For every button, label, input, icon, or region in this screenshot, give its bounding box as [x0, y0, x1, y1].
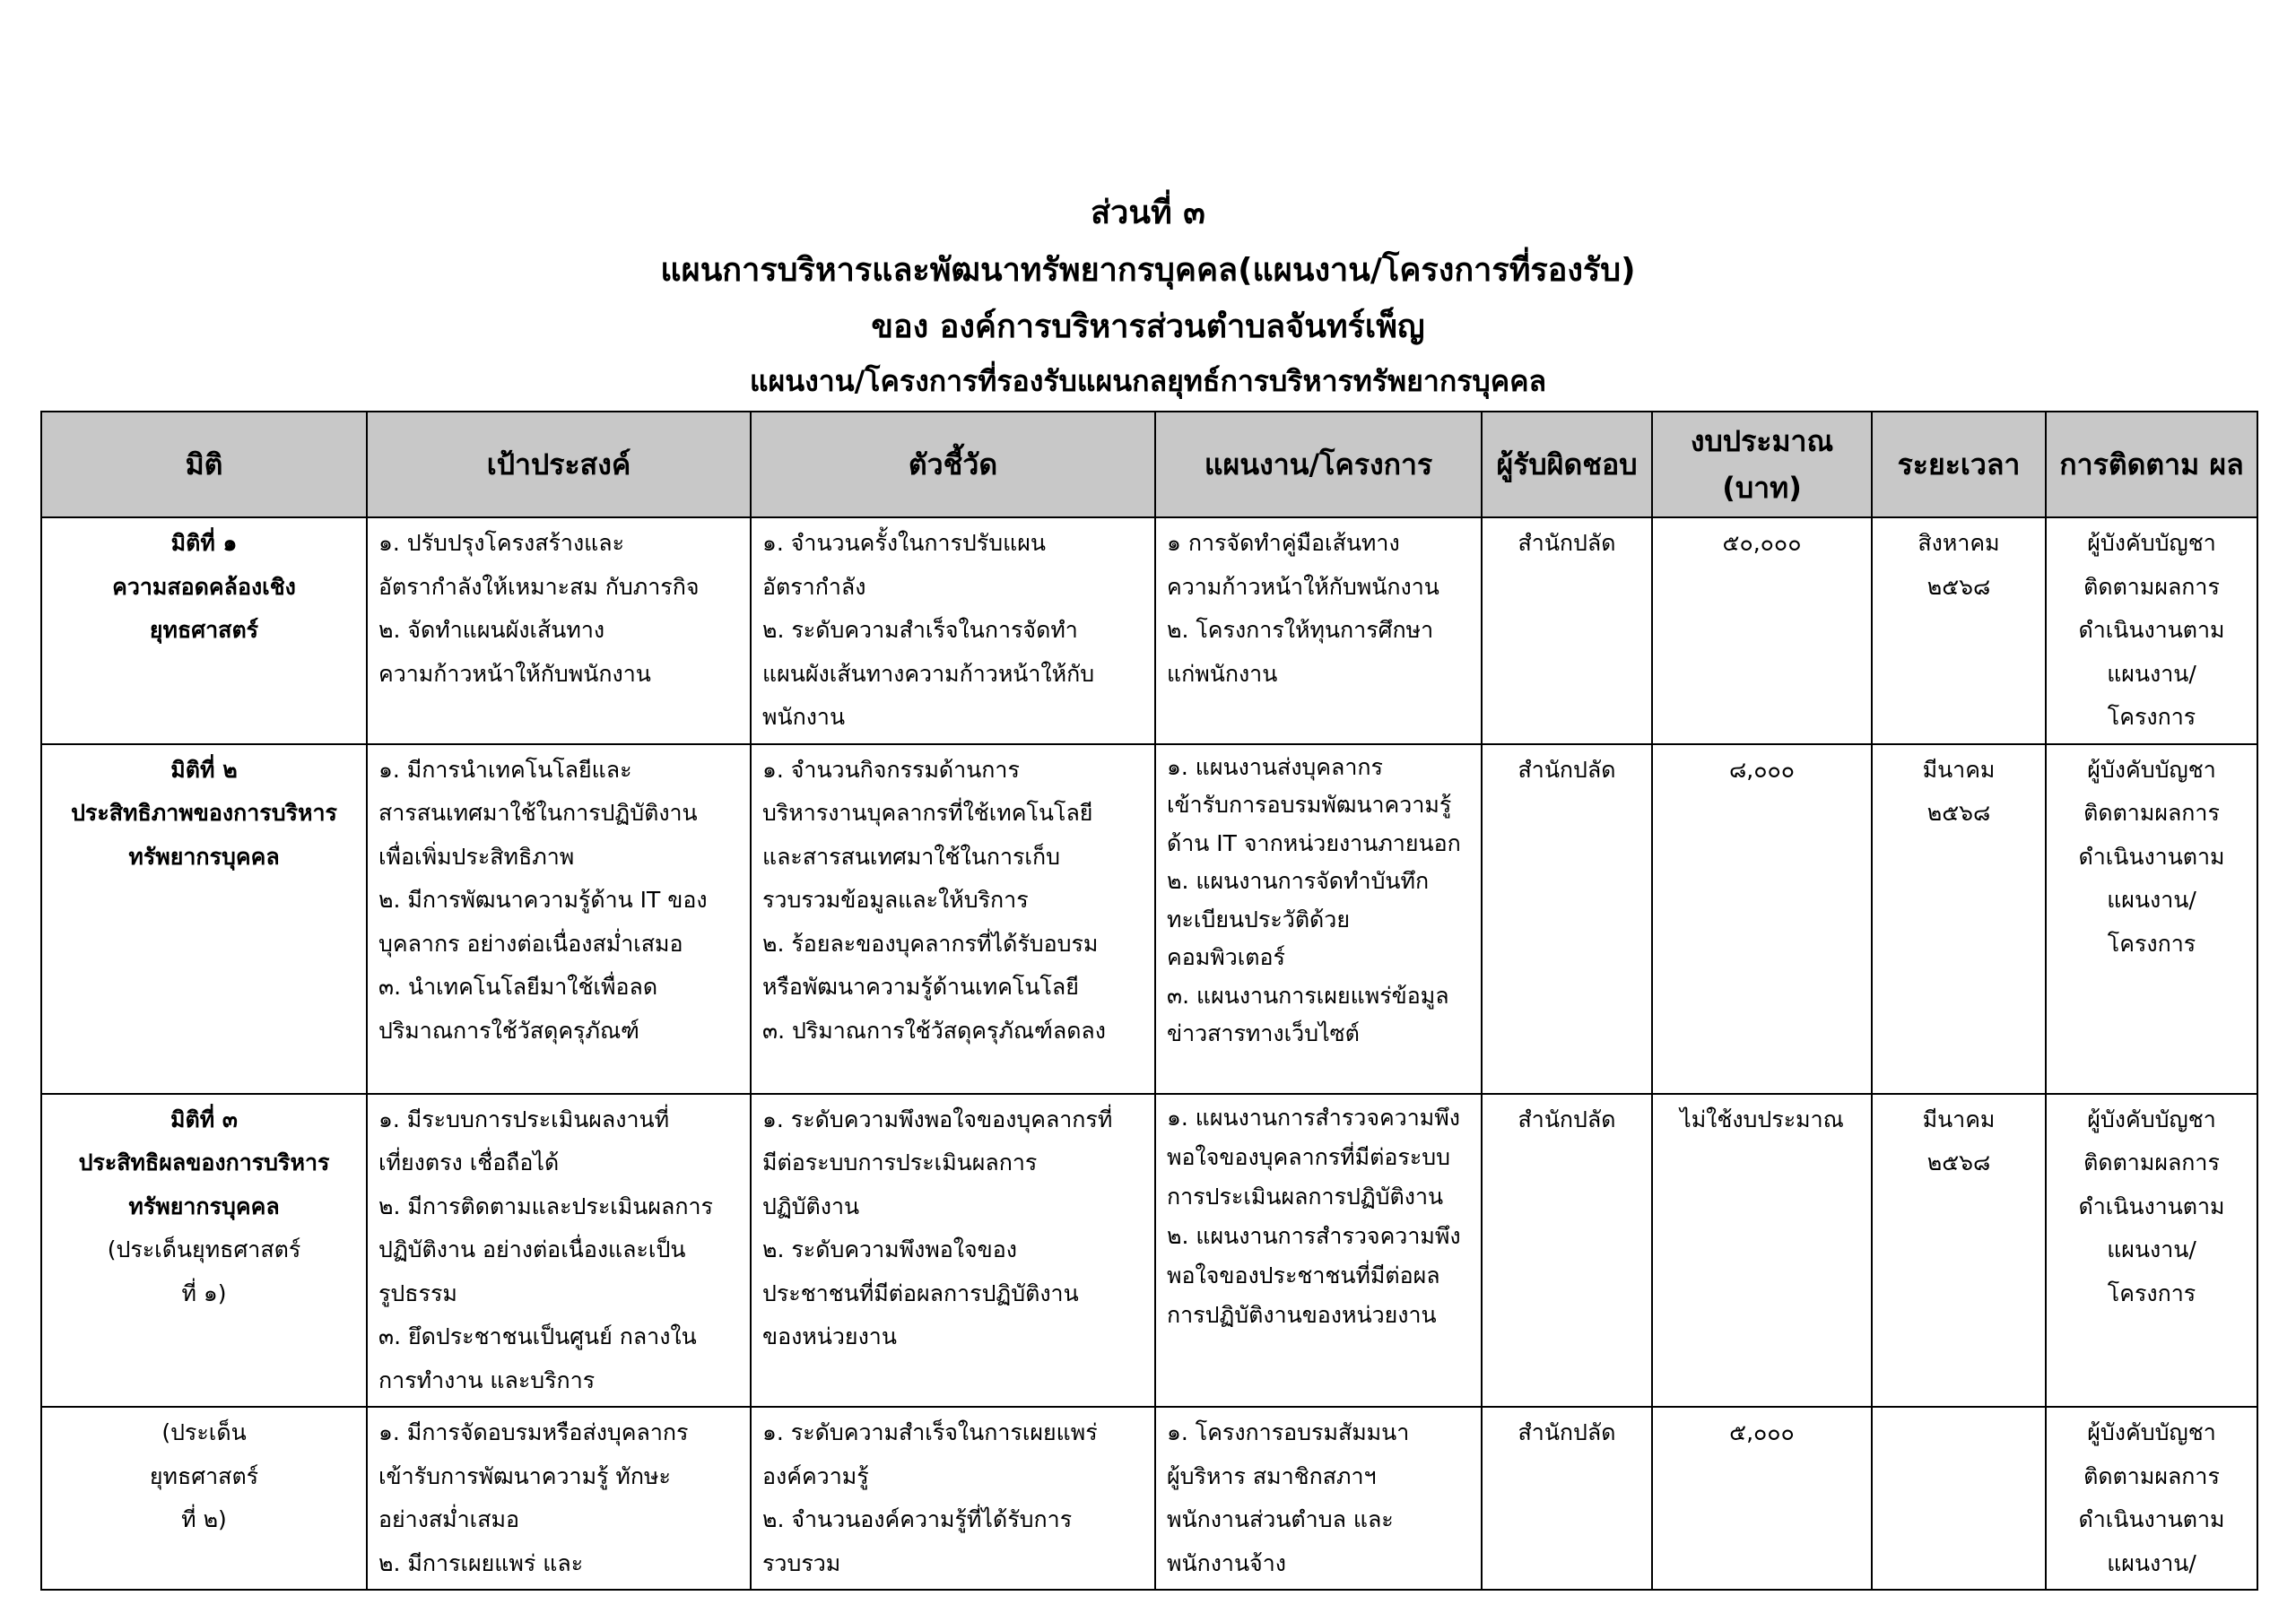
- indicator-line: มีต่อระบบการประเมินผลการ: [762, 1149, 1038, 1175]
- followup-line: ผู้บังคับบัญชา: [2087, 1106, 2216, 1132]
- header-followup: [2046, 412, 2257, 517]
- objective-line: ๑. มีการจัดอบรมหรือส่งบุคลากร: [378, 1419, 689, 1445]
- indicator-line: ๒. ร้อยละของบุคลากรที่ได้รับอบรม: [762, 930, 1099, 957]
- organization-title: ของ องค์การบริหารส่วนตำบลจันทร์เพ็ญ: [871, 308, 1425, 345]
- indicator-line: แผนผังเส้นทางความก้าวหน้าให้กับ: [762, 660, 1095, 687]
- header-indicator: ตัวชี้วัด: [751, 412, 1155, 517]
- dimension-cell: [41, 744, 367, 1094]
- plan-line: พอใจของประชาชนที่มีต่อผล: [1167, 1262, 1440, 1288]
- dimension-line: ทรัพยากรบุคคล: [128, 1193, 280, 1219]
- dimension-line: มิติที่ ๓: [170, 1106, 238, 1132]
- plan-line: ๑. แผนงานการสำรวจความพึง: [1167, 1104, 1460, 1131]
- objective-line: เพื่อเพิ่มประสิทธิภาพ: [378, 843, 575, 870]
- followup-line: ติดตามผลการ: [2083, 1149, 2220, 1175]
- dimension-line: มิติที่ ๒: [170, 756, 238, 783]
- dimension-line: ที่ ๒): [181, 1506, 227, 1532]
- dimension-line: ประสิทธิผลของการบริหาร: [78, 1149, 330, 1175]
- period-cell: [1872, 517, 2046, 744]
- objective-line: อัตรากำลังให้เหมาะสม กับภารกิจ: [378, 573, 700, 600]
- header-followup-line2: ผล: [2209, 447, 2244, 481]
- indicator-line: และสารสนเทศมาใช้ในการเก็บ: [762, 843, 1060, 870]
- objective-cell: [367, 517, 751, 744]
- indicator-line: รวบรวมข้อมูลและให้บริการ: [762, 887, 1029, 913]
- objective-cell: [367, 1407, 751, 1590]
- followup-cell: [2046, 517, 2257, 744]
- indicator-line: ของหน่วยงาน: [762, 1323, 897, 1349]
- header-dimension: มิติ: [41, 412, 367, 517]
- objective-line: บุคลากร อย่างต่อเนื่องสม่ำเสมอ: [378, 930, 683, 957]
- objective-line: ปฏิบัติงาน อย่างต่อเนื่องและเป็น: [378, 1236, 686, 1262]
- indicator-cell: [751, 1407, 1155, 1590]
- period-line: มีนาคม: [1922, 1106, 1996, 1132]
- objective-line: ปริมาณการใช้วัสดุครุภัณฑ์: [378, 1017, 639, 1044]
- period-line: ๒๕๖๘: [1926, 1149, 1991, 1175]
- period-cell: [1872, 1407, 2046, 1590]
- objective-line: ๓. นำเทคโนโลยีมาใช้เพื่อลด: [378, 974, 658, 1000]
- header-budget-line1: งบประมาณ: [1690, 424, 1834, 458]
- objective-cell: [367, 744, 751, 1094]
- indicator-line: ๒. จำนวนองค์ความรู้ที่ได้รับการ: [762, 1506, 1073, 1532]
- followup-line: โครงการ: [2107, 704, 2196, 730]
- indicator-line: รวบรวม: [762, 1549, 841, 1576]
- followup-line: ดำเนินงานตาม: [2078, 1193, 2225, 1219]
- followup-line: โครงการ: [2107, 930, 2196, 957]
- dimension-line: (ประเด็น: [161, 1419, 247, 1445]
- budget-cell: ๕,๐๐๐: [1652, 1407, 1872, 1590]
- header-budget-line2: (บาท): [1722, 471, 1802, 505]
- period-cell: [1872, 744, 2046, 1094]
- indicator-line: ปฏิบัติงาน: [762, 1193, 860, 1219]
- indicator-cell: [751, 517, 1155, 744]
- plan-line: ด้าน IT จากหน่วยงานภายนอก: [1167, 829, 1461, 856]
- indicator-line: ๓. ปริมาณการใช้วัสดุครุภัณฑ์ลดลง: [762, 1017, 1106, 1044]
- objective-line: ๒. มีการติดตามและประเมินผลการ: [378, 1193, 713, 1219]
- budget-cell: ไม่ใช้งบประมาณ: [1652, 1094, 1872, 1408]
- header-objective: เป้าประสงค์: [367, 412, 751, 517]
- table-header-row: [41, 412, 2257, 517]
- plan-line: ๓. แผนงานการเผยแพร่ข้อมูล: [1167, 982, 1449, 1009]
- indicator-line: ๒. ระดับความสำเร็จในการจัดทำ: [762, 617, 1078, 643]
- plan-cell: [1155, 1407, 1482, 1590]
- objective-line: ๒. มีการพัฒนาความรู้ด้าน IT ของ: [378, 887, 708, 913]
- dimension-line: (ประเด็นยุทธศาสตร์: [107, 1236, 301, 1262]
- objective-line: เข้ารับการพัฒนาความรู้ ทักษะ: [378, 1462, 671, 1489]
- indicator-line: ๑. ระดับความสำเร็จในการเผยแพร่: [762, 1419, 1098, 1445]
- followup-line: ดำเนินงานตาม: [2078, 1506, 2225, 1532]
- followup-cell: [2046, 1094, 2257, 1408]
- dimension-line: ที่ ๑): [181, 1279, 227, 1306]
- period-cell: [1872, 1094, 2046, 1408]
- period-line: ๒๕๖๘: [1926, 573, 1991, 600]
- followup-line: ผู้บังคับบัญชา: [2087, 1419, 2216, 1445]
- header-followup-line1: การติดตาม: [2059, 447, 2200, 481]
- indicator-line: ๑. จำนวนกิจกรรมด้านการ: [762, 756, 1020, 783]
- plan-line: แก่พนักงาน: [1167, 660, 1278, 687]
- period-line: ๒๕๖๘: [1926, 800, 1991, 826]
- followup-line: ติดตามผลการ: [2083, 1462, 2220, 1489]
- indicator-line: บริหารงานบุคลากรที่ใช้เทคโนโลยี: [762, 800, 1093, 826]
- objective-line: สารสนเทศมาใช้ในการปฏิบัติงาน: [378, 800, 698, 826]
- period-line: สิงหาคม: [1918, 530, 2000, 556]
- plan-line: พนักงานจ้าง: [1167, 1549, 1286, 1576]
- responsible-cell: สำนักปลัด: [1482, 517, 1652, 744]
- header-plan: แผนงาน/โครงการ: [1155, 412, 1482, 517]
- plan-line: ทะเบียนประวัติด้วย: [1167, 906, 1350, 932]
- plan-line: ๑. โครงการอบรมสัมมนา: [1167, 1419, 1410, 1445]
- header-responsible: ผู้รับผิดชอบ: [1482, 412, 1652, 517]
- objective-line: อย่างสม่ำเสมอ: [378, 1506, 519, 1532]
- objective-line: การทำงาน และบริการ: [378, 1366, 596, 1393]
- table-row: [41, 517, 2257, 744]
- dimension-cell: [41, 517, 367, 744]
- objective-line: ๑. ปรับปรุงโครงสร้างและ: [378, 530, 625, 556]
- plan-line: พนักงานส่วนตำบล และ: [1167, 1506, 1394, 1532]
- indicator-cell: [751, 1094, 1155, 1408]
- table-row: [41, 744, 2257, 1094]
- section-title: ส่วนที่ ๓: [1091, 195, 1205, 231]
- plan-line: ผู้บริหาร สมาชิกสภาฯ: [1167, 1462, 1377, 1489]
- plan-line: ๒. แผนงานการจัดทำบันทึก: [1167, 868, 1430, 894]
- responsible-cell: สำนักปลัด: [1482, 1094, 1652, 1408]
- plan-line: คอมพิวเตอร์: [1167, 944, 1285, 970]
- followup-line: โครงการ: [2107, 1279, 2196, 1306]
- plan-line: การปฏิบัติงานของหน่วยงาน: [1167, 1301, 1437, 1328]
- plan-cell: [1155, 1094, 1482, 1408]
- dimension-cell: [41, 1407, 367, 1590]
- plan-line: ๒. โครงการให้ทุนการศึกษา: [1167, 617, 1434, 643]
- document-title: แผนการบริหารและพัฒนาทรัพยากรบุคคล(แผนงาน/โครงการที่รองรับ): [660, 252, 1636, 289]
- objective-line: รูปธรรม: [378, 1279, 457, 1306]
- followup-cell: [2046, 744, 2257, 1094]
- plan-cell: [1155, 744, 1482, 1094]
- objective-line: เที่ยงตรง เชื่อถือได้: [378, 1149, 560, 1175]
- plan-line: เข้ารับการอบรมพัฒนาความรู้: [1167, 792, 1452, 818]
- indicator-line: องค์ความรู้: [762, 1462, 869, 1489]
- objective-line: ๓. ยึดประชาชนเป็นศูนย์ กลางใน: [378, 1323, 697, 1349]
- table-row: [41, 1407, 2257, 1590]
- responsible-cell: สำนักปลัด: [1482, 744, 1652, 1094]
- followup-line: แผนงาน/: [2107, 1549, 2196, 1576]
- hr-plan-table: [40, 411, 2258, 1591]
- indicator-line: อัตรากำลัง: [762, 573, 866, 600]
- objective-line: ๒. มีการเผยแพร่ และ: [378, 1549, 584, 1576]
- plan-cell: [1155, 517, 1482, 744]
- followup-line: แผนงาน/: [2107, 887, 2196, 913]
- indicator-line: ประชาชนที่มีต่อผลการปฏิบัติงาน: [762, 1279, 1079, 1306]
- indicator-line: พนักงาน: [762, 704, 846, 730]
- followup-line: ผู้บังคับบัญชา: [2087, 530, 2216, 556]
- objective-line: ๑. มีการนำเทคโนโลยีและ: [378, 756, 632, 783]
- dimension-line: ยุทธศาสตร์: [149, 617, 259, 643]
- followup-line: แผนงาน/: [2107, 660, 2196, 687]
- objective-line: ๒. จัดทำแผนผังเส้นทาง: [378, 617, 605, 643]
- dimension-cell: [41, 1094, 367, 1408]
- objective-line: ความก้าวหน้าให้กับพนักงาน: [378, 660, 651, 687]
- followup-line: ดำเนินงานตาม: [2078, 843, 2225, 870]
- plan-line: ความก้าวหน้าให้กับพนักงาน: [1167, 573, 1439, 600]
- dimension-line: มิติที่ ๑: [170, 530, 238, 556]
- followup-line: แผนงาน/: [2107, 1236, 2196, 1262]
- followup-line: ติดตามผลการ: [2083, 800, 2220, 826]
- plan-line: ๑ การจัดทำคู่มือเส้นทาง: [1167, 530, 1400, 556]
- indicator-line: ๑. จำนวนครั้งในการปรับแผน: [762, 530, 1046, 556]
- followup-line: ผู้บังคับบัญชา: [2087, 756, 2216, 783]
- document-subtitle: แผนงาน/โครงการที่รองรับแผนกลยุทธ์การบริหารทรัพยากรบุคคล: [749, 364, 1547, 398]
- followup-line: ดำเนินงานตาม: [2078, 617, 2225, 643]
- indicator-cell: [751, 744, 1155, 1094]
- dimension-line: ความสอดคล้องเชิง: [112, 573, 296, 600]
- dimension-line: ทรัพยากรบุคคล: [128, 843, 280, 870]
- budget-cell: ๘,๐๐๐: [1652, 744, 1872, 1094]
- objective-cell: [367, 1094, 751, 1408]
- table-row: [41, 1094, 2257, 1408]
- period-line: มีนาคม: [1922, 756, 1996, 783]
- followup-cell: [2046, 1407, 2257, 1590]
- header-budget: [1652, 412, 1872, 517]
- followup-line: ติดตามผลการ: [2083, 573, 2220, 600]
- plan-line: พอใจของบุคลากรที่มีต่อระบบ: [1167, 1143, 1450, 1170]
- responsible-cell: สำนักปลัด: [1482, 1407, 1652, 1590]
- dimension-line: ยุทธศาสตร์: [149, 1462, 259, 1489]
- header-period: ระยะเวลา: [1872, 412, 2046, 517]
- objective-line: ๑. มีระบบการประเมินผลงานที่: [378, 1106, 670, 1132]
- plan-line: การประเมินผลการปฏิบัติงาน: [1167, 1183, 1444, 1210]
- budget-cell: ๕๐,๐๐๐: [1652, 517, 1872, 744]
- plan-line: ๒. แผนงานการสำรวจความพึง: [1167, 1222, 1461, 1249]
- plan-line: ๑. แผนงานส่งบุคลากร: [1167, 753, 1383, 780]
- plan-line: ข่าวสารทางเว็บไซต์: [1167, 1020, 1360, 1046]
- indicator-line: หรือพัฒนาความรู้ด้านเทคโนโลยี: [762, 974, 1079, 1000]
- indicator-line: ๑. ระดับความพึงพอใจของบุคลากรที่: [762, 1106, 1113, 1132]
- indicator-line: ๒. ระดับความพึงพอใจของ: [762, 1236, 1017, 1262]
- dimension-line: ประสิทธิภาพของการบริหาร: [71, 800, 337, 826]
